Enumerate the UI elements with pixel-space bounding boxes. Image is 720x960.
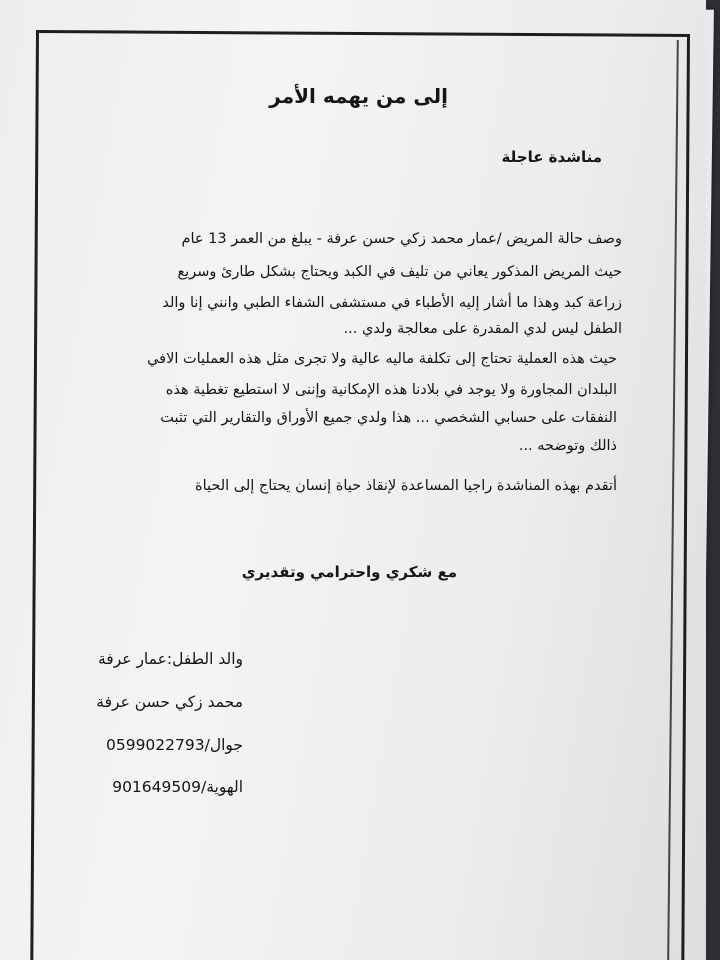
paragraph-2-line: النفقات على حسابي الشخصي ... هذا ولدي جميع الأوراق والتقارير التي تثبت [160,410,617,426]
signature-id-number: الهوية/901649509 [112,778,243,796]
paragraph-2-line: حيث هذه العملية تحتاج إلى تكلفة ماليه عالية ولا تجرى مثل هذه العمليات الافي [147,351,617,367]
paragraph-1-line: حيث المريض المذكور يعاني من تليف في الكبد ويحتاج بشكل طارئ وسريع [177,264,622,280]
paragraph-3-line: أتقدم بهذه المناشدة راجيا المساعدة لإنقاذ حياة إنسان يحتاج إلى الحياة [194,478,617,494]
paragraph-1-line: زراعة كبد وهذا ما أشار إليه الأطباء في مستشفى الشفاء الطبي وانني إنا والد [162,295,622,311]
signature-mobile: جوال/0599022793 [105,736,243,754]
paragraph-1-line: وصف حالة المريض /عمار محمد زكي حسن عرفة - يبلغ من العمر 13 عام [181,231,622,247]
paragraph-1-line: الطفل ليس لدي المقدرة على معالجة ولدي ... [343,321,622,337]
signature-full-name: محمد زكي حسن عرفة [96,693,243,711]
letter-subtitle: مناشدة عاجلة [501,148,602,166]
paragraph-2-line: البلدان المجاورة ولا يوجد في بلادنا هذه الإمكانية وإننى لا استطيع تغطية هذه [165,382,617,398]
closing-line: مع شكري واحترامي وتقديري [241,563,457,581]
signature-father-name: والد الطفل:عمار عرفة [98,650,243,668]
letter-title: إلى من يهمه الأمر [269,84,448,108]
paragraph-2-line: ذالك وتوضحه ... [518,438,617,454]
